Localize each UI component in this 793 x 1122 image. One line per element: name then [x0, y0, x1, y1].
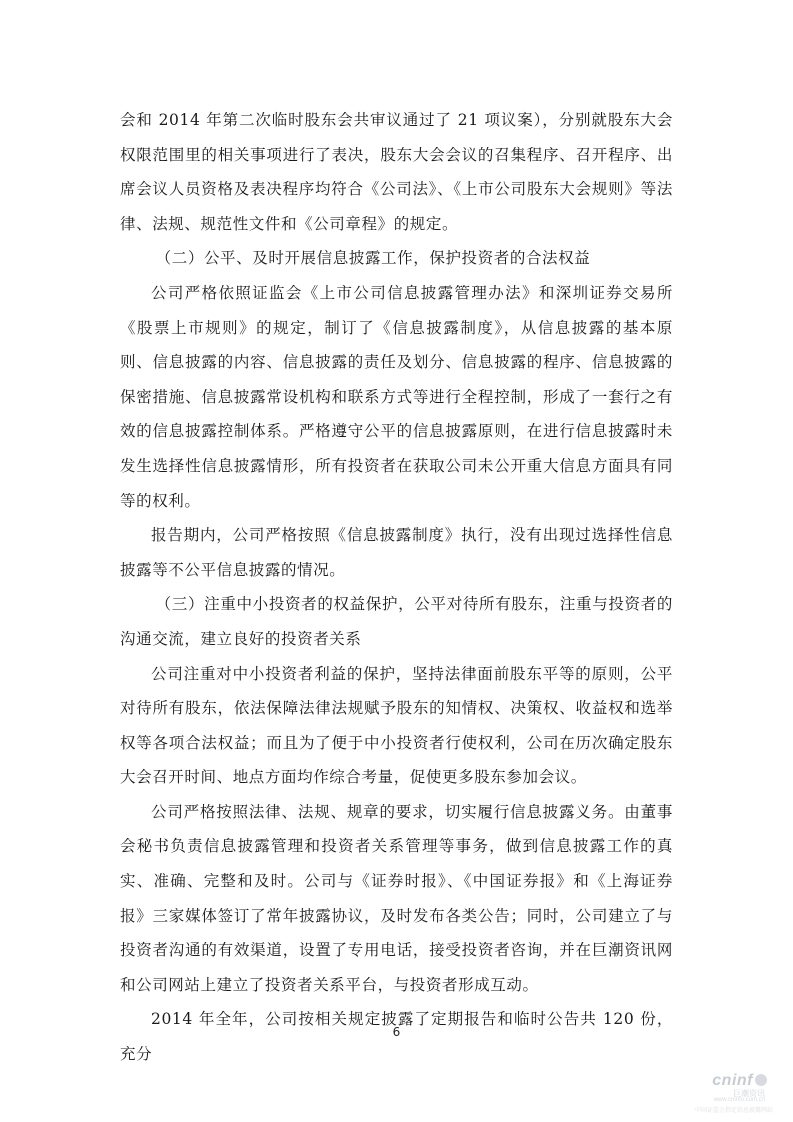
cninfo-watermark	[665, 1072, 775, 1114]
paragraph-annual-summary: 2014 年全年，公司按相关规定披露了定期报告和临时公告共 120 份，充分	[120, 1010, 673, 1064]
section-heading-3: （三）注重中小投资者的权益保护，公平对待所有股东，注重与投资者的沟通交流，建立良好的投资者关系	[120, 595, 673, 648]
paragraph-disclosure-policy: 公司严格依照证监会《上市公司信息披露管理办法》和深圳证券交易所《股票上市规则》的规定，制订了《信息披露制度》，从信息披露的基本原则、信息披露的内容、信息披露的责任及划分、信息披露的程序、信息披露的保密措施、信息披露常设机构和联系方式等进行全程控制，形成了一套行之有效的信息披露控制体系。严格遵守公平的信息披露原则，在进行信息披露时未发生选择性信息披露情形，所有投资者在获取公司未公开重大信息方面具有同等的权利。	[120, 283, 673, 510]
cninfo-subtitle: 中国证监会指定信息披露网站	[694, 1107, 773, 1114]
page-number: 6	[392, 1025, 401, 1039]
document-body	[120, 103, 673, 1072]
paragraph-disclosure-obligations: 公司严格按照法律、法规、规章的要求，切实履行信息披露义务。由董事会秘书负责信息披露管理和投资者关系管理等事务，做到信息披露工作的真实、准确、完整和及时。公司与《证券时报》、《中国证券报》和《上海证券报》三家媒体签订了常年披露协议，及时发布各类公告；同时，公司建立了与投资者沟通的有效渠道，设置了专用电话，接受投资者咨询，并在巨潮资讯网和公司网站上建立了投资者关系平台，与投资者形成互动。	[120, 802, 673, 994]
section-heading-2: （二）公平、及时开展信息披露工作，保护投资者的合法权益	[155, 249, 591, 268]
paragraph-minority-investors: 公司注重对中小投资者利益的保护，坚持法律面前股东平等的原则，公平对待所有股东，依法保障法律法规赋予股东的知情权、决策权、收益权和选举权等各项合法权益；而且为了便于中小投资者行使权利，公司在历次确定股东大会召开时间、地点方面均作综合考量，促使更多股东参加会议。	[120, 664, 673, 787]
cninfo-swirl-icon	[755, 1074, 767, 1086]
paragraph-reporting-period: 报告期内，公司严格按照《信息披露制度》执行，没有出现过选择性信息披露等不公平信息披露的情况。	[120, 526, 673, 579]
cninfo-url: www.cninfo.com.cn	[713, 1097, 765, 1103]
cninfo-chinese-name: 巨潮资讯	[733, 1089, 765, 1098]
paragraph-continuation: 会和 2014 年第二次临时股东会共审议通过了 21 项议案），分别就股东大会权限范围里的相关事项进行了表决，股东大会会议的召集程序、召开程序、出席会议人员资格及表决程序均符合《公司法》、《上市公司股东大会规则》等法律、法规、规范性文件和《公司章程》的规定。	[120, 111, 673, 233]
cninfo-logo-text: cninf	[712, 1072, 753, 1089]
